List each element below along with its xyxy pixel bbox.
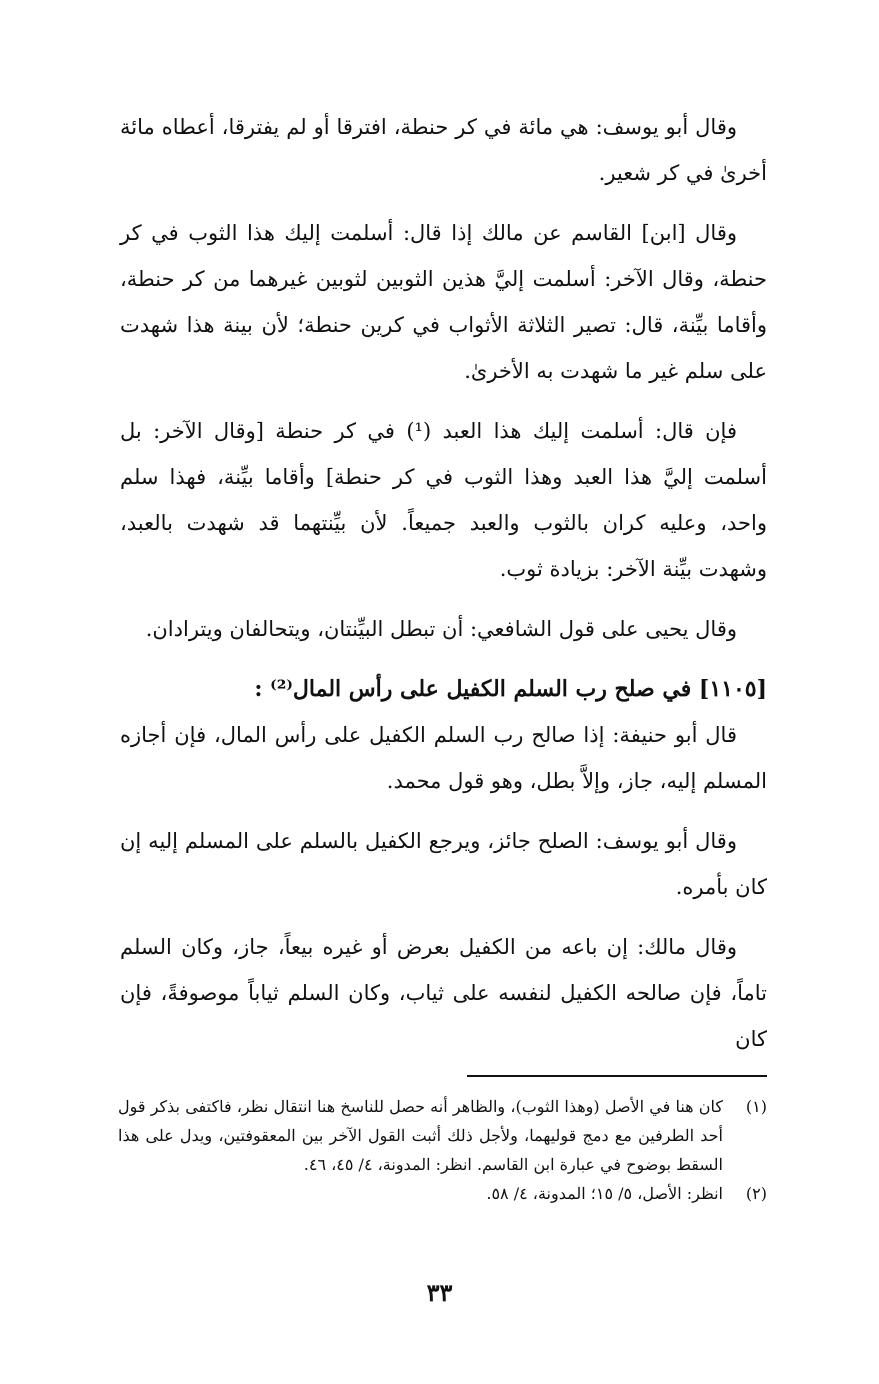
main-text [120, 104, 767, 1076]
paragraph-yahya: وقال يحيى على قول الشافعي: أن تبطل البيِّنتان، ويتحالفان ويترادان. [145, 617, 737, 641]
footnote-text: كان هنا في الأصل (وهذا الثوب)، والظاهر أنه حصل للناسخ هنا انتقال نظر، فاكتفى بذكر قول أحد الطرفين مع دمج قوليهما، ولأجل ذلك أثبت القول الآخر بين المعقوفتين، ويدل على هذا السقط بوضوح في عبارة ابن القاسم. انظر: المدونة، ٤/ ٤٥، ٤٦. [118, 1097, 724, 1174]
section-title: في صلح رب السلم الكفيل على رأس المال⁽²⁾ : [254, 676, 692, 702]
footnote-divider [467, 1075, 767, 1077]
footnotes [118, 1092, 767, 1208]
footnote-1 [118, 1092, 767, 1179]
section-heading [120, 666, 767, 712]
footnote-text: انظر: الأصل، ٥/ ١٥؛ المدونة، ٤/ ٥٨. [486, 1184, 723, 1203]
paragraph-ibn-al-qasim: وقال [ابن] القاسم عن مالك إذا قال: أسلمت إليك هذا الثوب في كر حنطة، وقال الآخر: أسلمت إليَّ هذين الثوبين لثوبين غيرهما من كر حنطة، وأقاما بيِّنة، قال: تصير الثلاثة الأثواب في كرين حنطة؛ لأن بينة هذا شهدت على سلم غير ما شهدت به الأخرىٰ. [120, 221, 767, 383]
page-number: ٣٣ [426, 1278, 453, 1307]
paragraph-slave-case: فإن قال: أسلمت إليك هذا العبد (¹) في كر حنطة [وقال الآخر: بل أسلمت إليَّ هذا العبد وهذا الثوب في كر حنطة] وأقاما بيِّنة، فهذا سلم واحد، وعليه كران بالثوب والعبد جميعاً. لأن بيِّنتهما قد شهدت بالعبد، وشهدت بيِّنة الآخر: بزيادة ثوب. [120, 419, 767, 581]
paragraph-abu-hanifa: قال أبو حنيفة: إذا صالح رب السلم الكفيل على رأس المال، فإن أجازه المسلم إليه، جاز، وإلاَّ بطل، وهو قول محمد. [120, 723, 767, 793]
paragraph-abu-yusuf: وقال أبو يوسف: هي مائة في كر حنطة، افترقا أو لم يفترقا، أعطاه مائة أخرىٰ في كر شعير. [120, 115, 767, 185]
section-number: [١١٠٥] [698, 676, 767, 702]
footnote-marker: (٢) [745, 1184, 767, 1203]
footnote-2 [118, 1179, 767, 1208]
paragraph-malik: وقال مالك: إن باعه من الكفيل بعرض أو غيره بيعاً، جاز، وكان السلم تاماً، فإن صالحه الكفيل لنفسه على ثياب، وكان السلم ثياباً موصوفةً، فإن كان [120, 935, 767, 1051]
paragraph-abu-yusuf-sulh: وقال أبو يوسف: الصلح جائز، ويرجع الكفيل بالسلم على المسلم إليه إن كان بأمره. [120, 829, 767, 899]
footnote-marker: (١) [745, 1097, 767, 1116]
